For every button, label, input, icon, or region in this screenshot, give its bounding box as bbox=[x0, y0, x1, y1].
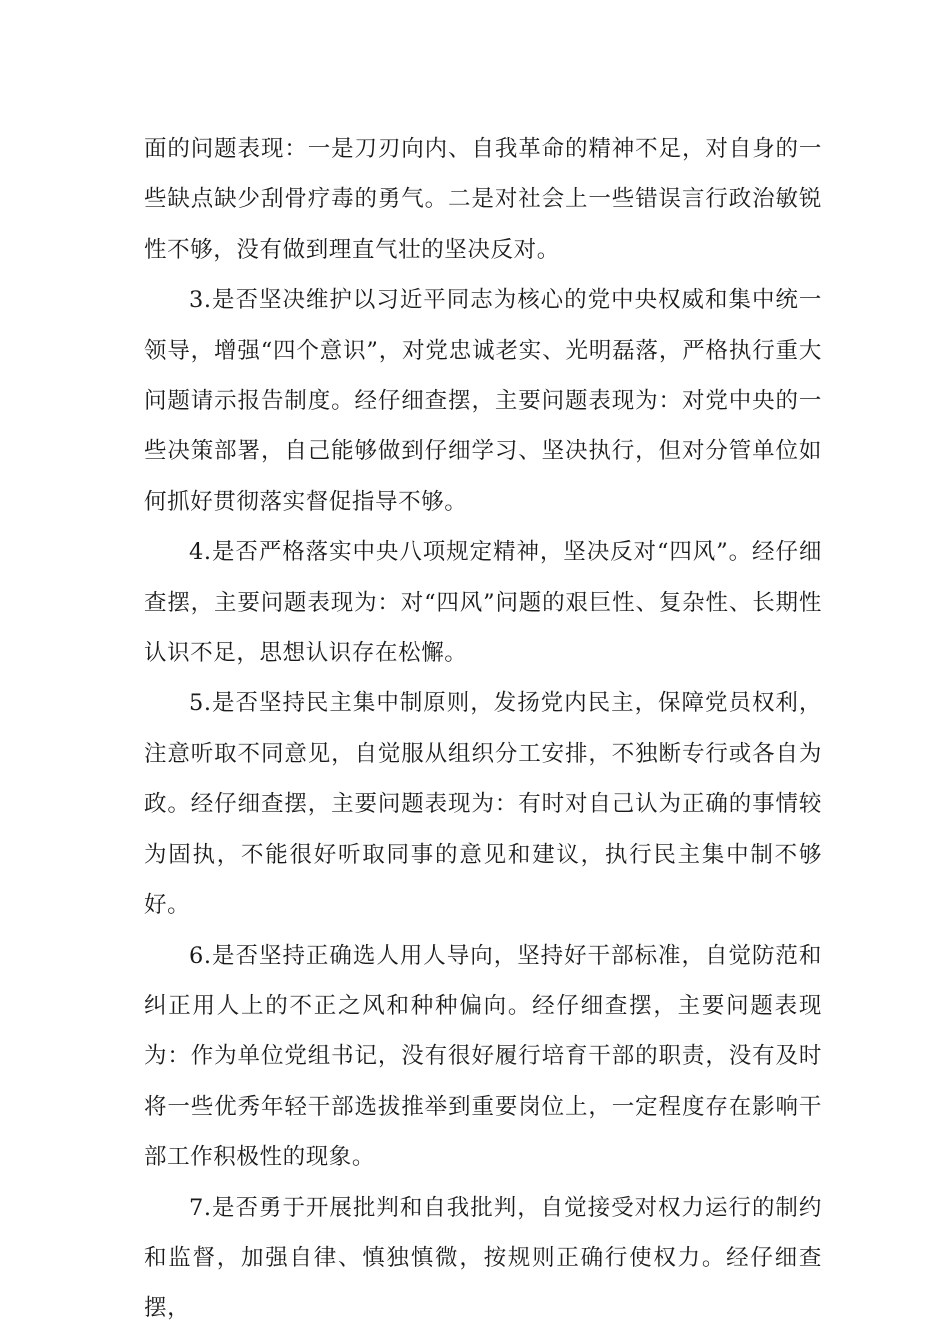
paragraph-item-5: 5.是否坚持民主集中制原则，发扬党内民主，保障党员权利，注意听取不同意见，自觉服从组织分工安排，不独断专行或各自为政。经仔细查摆，主要问题表现为：有时对自己认为正确的事情较为固执，不能很好听取同事的意见和建议，执行民主集中制不够好。 bbox=[144, 690, 822, 919]
paragraph-item-4: 4.是否严格落实中央八项规定精神，坚决反对“四风”。经仔细查摆，主要问题表现为：对“四风”问题的艰巨性、复杂性、长期性认识不足，思想认识存在松懈。 bbox=[144, 539, 822, 667]
body-text bbox=[144, 124, 822, 1334]
paragraph-item-7: 7.是否勇于开展批判和自我批判，自觉接受对权力运行的制约和监督，加强自律、慎独慎微，按规则正确行使权力。经仔细查摆， bbox=[144, 1194, 822, 1322]
paragraph-continuation: 面的问题表现：一是刀刃向内、自我革命的精神不足，对自身的一些缺点缺少刮骨疗毒的勇气。二是对社会上一些错误言行政治敏锐性不够，没有做到理直气壮的坚决反对。 bbox=[144, 136, 822, 263]
paragraph-item-3: 3.是否坚决维护以习近平同志为核心的党中央权威和集中统一领导，增强“四个意识”，对党忠诚老实、光明磊落，严格执行重大问题请示报告制度。经仔细查摆，主要问题表现为：对党中央的一些决策部署，自己能够做到仔细学习、坚决执行，但对分管单位如何抓好贯彻落实督促指导不够。 bbox=[144, 287, 822, 515]
paragraph-item-6: 6.是否坚持正确选人用人导向，坚持好干部标准，自觉防范和纠正用人上的不正之风和种种偏向。经仔细查摆，主要问题表现为：作为单位党组书记，没有很好履行培育干部的职责，没有及时将一些优秀年轻干部选拔推举到重要岗位上，一定程度存在影响干部工作积极性的现象。 bbox=[144, 942, 822, 1171]
